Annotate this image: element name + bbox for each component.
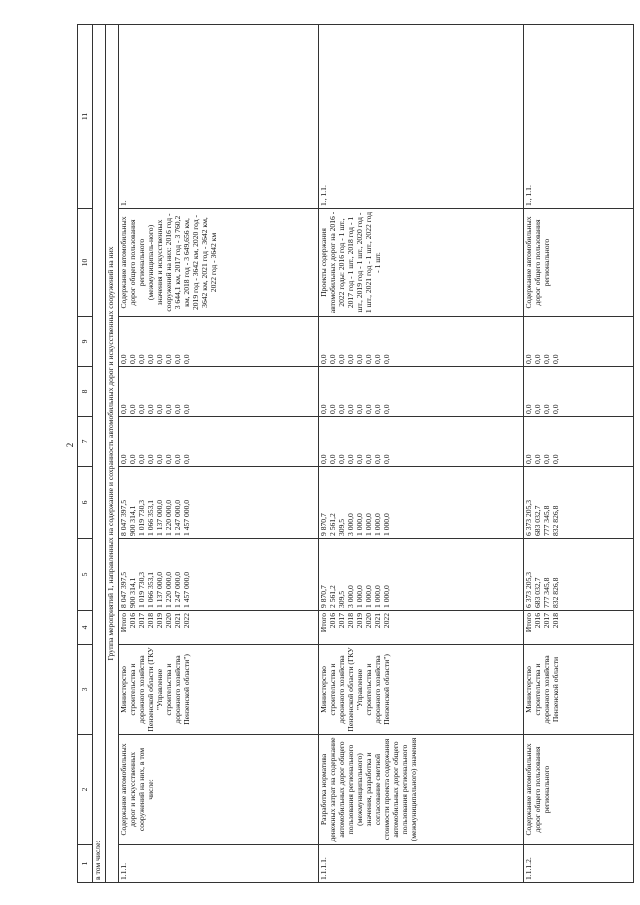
year-value: 2020	[163, 613, 173, 629]
regional-funding-value: 9 870,7	[319, 513, 328, 536]
funding-col8-value: 0,0	[372, 404, 382, 414]
executor: Министерство строительства и дорожного хозяйства Пензенской области (ГКУ "Управление строительства и дорожного хозяйства Пензенской области")	[119, 645, 319, 735]
funding-col9-value: 0,0	[181, 354, 191, 364]
regional-funding-value: 1 019 730,3	[136, 499, 146, 536]
regional-funding-value: 1 457 000,0	[181, 499, 191, 536]
year-value: 2016	[127, 613, 137, 629]
total-funding-value: 777 345,8	[541, 577, 551, 608]
funding-col8-value: 0,0	[163, 404, 173, 414]
column-number: 9	[78, 317, 93, 367]
including-row	[93, 25, 106, 883]
total-funding-value: 1 066 353,1	[145, 571, 155, 608]
regional-funding-value: 1 000,0	[354, 513, 364, 536]
funding-col7	[119, 417, 319, 467]
total-funding-value: 3 000,0	[345, 585, 355, 608]
year-value: 2016	[327, 613, 337, 629]
regional-funding-value: 777 345,8	[541, 505, 551, 536]
year-value: 2018	[345, 613, 355, 629]
regional-funding-value: 3 000,0	[345, 513, 355, 536]
funding-col8-value: 0,0	[524, 404, 533, 414]
total-funding-value: 9 870,7	[319, 585, 328, 608]
regional-funding-value: 1 137 000,0	[154, 499, 164, 536]
result-indicator: Содержание автомобильных дорог общего пользования регионального (межмуниципаль-ного) значения и искусственных сооружений на них: 2016 год - 3 644,1 км, 2017 год - 3 760,2 км, 2018 год - 3 649,656 км, 2019 год - 3642 км, 2020 год - 3642 км, 2021 год - 3642 км, 2022 год - 3642 км	[119, 209, 319, 317]
funding-col7-value: 0,0	[327, 454, 337, 464]
group-title: Группа мероприятий 1, направленных на содержание и сохранность автомобильных дорог и искусственных сооружений на них	[106, 25, 119, 883]
measure-name: Содержание автомобильных дорог общего пользования регионального	[524, 735, 634, 845]
measure-name: Содержание автомобильных дорог и искусственных сооружений на них, в том числе:	[119, 735, 319, 845]
funding-col8-value: 0,0	[145, 404, 155, 414]
regional-funding-value: 1 247 000,0	[172, 499, 182, 536]
funding-col8	[524, 367, 634, 417]
funding-col9-value: 0,0	[127, 354, 137, 364]
total-funding-value: 900 314,1	[127, 577, 137, 608]
executor: Министерство строительства и дорожного хозяйства Пензенской области	[524, 645, 634, 735]
column-number-row	[78, 25, 93, 883]
total-funding-value: 8 047 397,5	[119, 571, 128, 608]
regional-funding-value: 900 314,1	[127, 505, 137, 536]
funding-col7	[319, 417, 524, 467]
funding-col9-value: 0,0	[524, 354, 533, 364]
funding-col9-value: 0,0	[372, 354, 382, 364]
funding-col8	[119, 367, 319, 417]
funding-col8-value: 0,0	[381, 404, 391, 414]
funding-col9-value: 0,0	[119, 354, 128, 364]
year-value: 2019	[154, 613, 164, 629]
column-number: 7	[78, 417, 93, 467]
funding-col7-value: 0,0	[524, 454, 533, 464]
funding-col9	[319, 317, 524, 367]
result-indicator: Проекты содержания автомобильных дорог на 2016 - 2022 годы: 2016 год - 1 шт., 2017 год - 1 шт., 2018 год - 1 шт., 2019 год - 1 шт., 2020 год - 1 шт., 2021 год - 1 шт., 2022 год - 1 шт.	[319, 209, 524, 317]
year	[119, 611, 319, 645]
table-row	[319, 25, 524, 883]
funding-col9-value: 0,0	[136, 354, 146, 364]
funding-col9-value: 0,0	[336, 354, 346, 364]
table-row	[524, 25, 634, 883]
funding-col9-value: 0,0	[154, 354, 164, 364]
funding-col8-value: 0,0	[172, 404, 182, 414]
funding-col7-value: 0,0	[354, 454, 364, 464]
funding-col8-value: 0,0	[345, 404, 355, 414]
year-value: 2021	[372, 613, 382, 629]
total-funding-value: 1 000,0	[363, 585, 373, 608]
total-funding-value: 832 826,8	[550, 577, 560, 608]
regional-funding-value: 1 000,0	[372, 513, 382, 536]
measure-code: 1.1.1.2.	[524, 845, 634, 883]
regional-funding-value: 309,5	[336, 518, 346, 536]
total-funding-value: 1 000,0	[381, 585, 391, 608]
regional-funding-value: 8 047 397,5	[119, 499, 128, 536]
funding-col8-value: 0,0	[154, 404, 164, 414]
column-number: 2	[78, 735, 93, 845]
funding-col7-value: 0,0	[172, 454, 182, 464]
regional-funding-value: 1 066 353,1	[145, 499, 155, 536]
year-value: Итого	[119, 613, 128, 633]
funding-col8-value: 0,0	[327, 404, 337, 414]
group-row	[106, 25, 119, 883]
funding-col9-value: 0,0	[327, 354, 337, 364]
funding-col7-value: 0,0	[181, 454, 191, 464]
funding-col9	[119, 317, 319, 367]
total-funding	[319, 539, 524, 611]
funding-col7-value: 0,0	[154, 454, 164, 464]
regional-funding-value: 683 032,7	[532, 505, 542, 536]
regional-funding-value: 6 373 205,3	[524, 499, 533, 536]
indicator-link: 1., 1.1.	[319, 25, 524, 209]
indicator-link: 1.	[119, 25, 319, 209]
regional-funding-value: 832 826,8	[550, 505, 560, 536]
funding-col7-value: 0,0	[363, 454, 373, 464]
year	[319, 611, 524, 645]
funding-col9-value: 0,0	[319, 354, 328, 364]
funding-col8-value: 0,0	[363, 404, 373, 414]
total-funding-value: 683 032,7	[532, 577, 542, 608]
funding-col9-value: 0,0	[145, 354, 155, 364]
measure-name: Разработка норматива денежных затрат на содержание автомобильных дорог общего пользования регионального (межмуниципального) значения, разработка и согласование сметной стоимости проекта содержания автомобильных дорог общего пользования регионального (межмуниципального) значения	[319, 735, 524, 845]
total-funding-value: 1 019 730,3	[136, 571, 146, 608]
funding-col7-value: 0,0	[127, 454, 137, 464]
year-value: 2018	[145, 613, 155, 629]
total-funding-value: 1 247 000,0	[172, 571, 182, 608]
regional-funding	[119, 467, 319, 539]
funding-col8-value: 0,0	[336, 404, 346, 414]
total-funding-value: 2 561,2	[327, 585, 337, 608]
result-indicator: Содержание автомобильных дорог общего пользования регионального	[524, 209, 634, 317]
total-funding	[524, 539, 634, 611]
program-table	[77, 24, 634, 883]
funding-col8-value: 0,0	[541, 404, 551, 414]
funding-col9-value: 0,0	[172, 354, 182, 364]
funding-col7-value: 0,0	[550, 454, 560, 464]
funding-col8-value: 0,0	[127, 404, 137, 414]
indicator-link: 1., 1.1.	[524, 25, 634, 209]
funding-col7-value: 0,0	[145, 454, 155, 464]
column-number: 11	[78, 25, 93, 209]
funding-col8-value: 0,0	[532, 404, 542, 414]
rotated-table-area	[77, 25, 637, 883]
column-number: 4	[78, 611, 93, 645]
funding-col8	[319, 367, 524, 417]
total-funding-value: 309,5	[336, 590, 346, 608]
total-funding-value: 1 220 000,0	[163, 571, 173, 608]
executor: Министерство строительства и дорожного хозяйства Пензенской области (ГКУ "Управление строительства и дорожного хозяйства Пензенской области")	[319, 645, 524, 735]
funding-col9-value: 0,0	[354, 354, 364, 364]
regional-funding-value: 1 000,0	[381, 513, 391, 536]
funding-col9-value: 0,0	[550, 354, 560, 364]
year-value: 2019	[354, 613, 364, 629]
year-value: 2021	[172, 613, 182, 629]
year-value: 2022	[381, 613, 391, 629]
funding-col7-value: 0,0	[163, 454, 173, 464]
regional-funding	[319, 467, 524, 539]
column-number: 3	[78, 645, 93, 735]
total-funding-value: 6 373 205,3	[524, 571, 533, 608]
funding-col7	[524, 417, 634, 467]
year	[524, 611, 634, 645]
year-value: 2017	[541, 613, 551, 629]
regional-funding-value: 1 220 000,0	[163, 499, 173, 536]
funding-col8-value: 0,0	[354, 404, 364, 414]
funding-col7-value: 0,0	[372, 454, 382, 464]
including-label: в том числе:	[93, 25, 106, 883]
page-number: 2	[65, 442, 75, 448]
year-value: 2017	[336, 613, 346, 629]
column-number: 5	[78, 539, 93, 611]
funding-col9-value: 0,0	[541, 354, 551, 364]
year-value: 2016	[532, 613, 542, 629]
year-value: 2020	[363, 613, 373, 629]
year-value: 2022	[181, 613, 191, 629]
measure-code: 1.1.1.1.	[319, 845, 524, 883]
funding-col7-value: 0,0	[136, 454, 146, 464]
funding-col9-value: 0,0	[163, 354, 173, 364]
funding-col8-value: 0,0	[181, 404, 191, 414]
regional-funding	[524, 467, 634, 539]
funding-col9-value: 0,0	[363, 354, 373, 364]
year-value: 2018	[550, 613, 560, 629]
measure-code: 1.1.1.	[119, 845, 319, 883]
funding-col7-value: 0,0	[336, 454, 346, 464]
total-funding-value: 1 457 000,0	[181, 571, 191, 608]
total-funding-value: 1 137 000,0	[154, 571, 164, 608]
funding-col9-value: 0,0	[381, 354, 391, 364]
total-funding	[119, 539, 319, 611]
column-number: 6	[78, 467, 93, 539]
total-funding-value: 1 000,0	[372, 585, 382, 608]
funding-col7-value: 0,0	[532, 454, 542, 464]
funding-col7-value: 0,0	[541, 454, 551, 464]
funding-col8-value: 0,0	[136, 404, 146, 414]
year-value: Итого	[319, 613, 328, 633]
funding-col7-value: 0,0	[319, 454, 328, 464]
column-number: 1	[78, 845, 93, 883]
column-number: 10	[78, 209, 93, 317]
funding-col7-value: 0,0	[345, 454, 355, 464]
funding-col9-value: 0,0	[345, 354, 355, 364]
funding-col8-value: 0,0	[550, 404, 560, 414]
table-row	[119, 25, 319, 883]
total-funding-value: 1 000,0	[354, 585, 364, 608]
regional-funding-value: 1 000,0	[363, 513, 373, 536]
year-value: Итого	[524, 613, 533, 633]
funding-col9-value: 0,0	[532, 354, 542, 364]
year-value: 2017	[136, 613, 146, 629]
funding-col9	[524, 317, 634, 367]
funding-col7-value: 0,0	[119, 454, 128, 464]
funding-col8-value: 0,0	[319, 404, 328, 414]
column-number: 8	[78, 367, 93, 417]
funding-col8-value: 0,0	[119, 404, 128, 414]
regional-funding-value: 2 561,2	[327, 513, 337, 536]
funding-col7-value: 0,0	[381, 454, 391, 464]
